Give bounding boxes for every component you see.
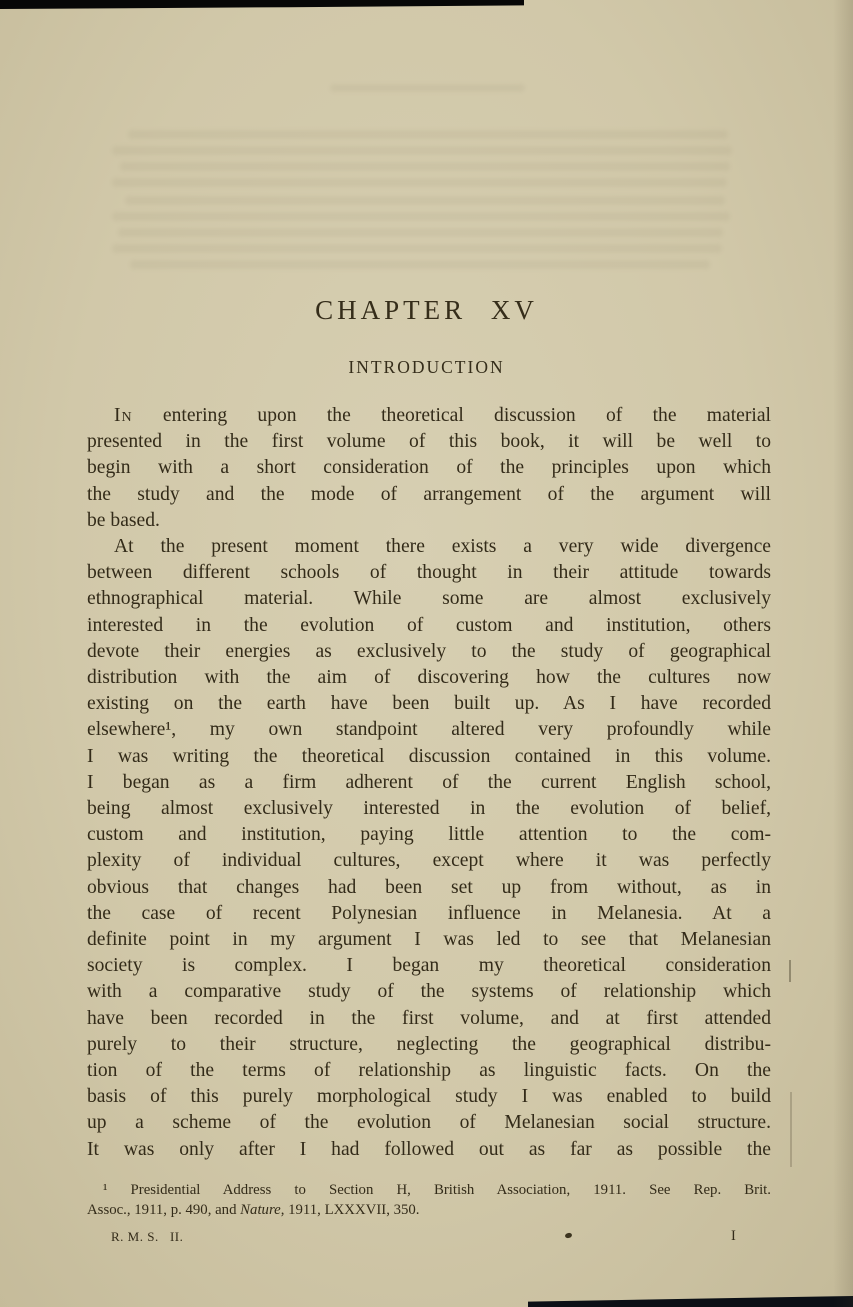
- text-line: At the present moment there exists a very wide divergence: [114, 536, 771, 558]
- text-line: society is complex. I began my theoretical consideration: [87, 955, 771, 977]
- ghost-text-line: [118, 228, 723, 237]
- text-line: distribution with the aim of discovering how the cultures now: [87, 667, 771, 689]
- footnote-text: , 1911, LXXXVII, 350.: [280, 1201, 420, 1218]
- text-line: the study and the mode of arrangement of the argument will: [87, 483, 771, 505]
- text-line: definite point in my argument I was led to see that Melanesian: [87, 929, 771, 951]
- margin-mark: [790, 1092, 792, 1167]
- footnote-italic-title: Nature: [240, 1201, 281, 1218]
- page-curl-shading: [833, 0, 853, 1307]
- body-text: [87, 403, 771, 1163]
- section-heading: INTRODUCTION: [348, 357, 505, 377]
- text-line: the case of recent Polynesian influence in Melanesia. At a: [87, 902, 771, 924]
- paragraph: [87, 403, 771, 534]
- text-line: tion of the terms of relationship as linguistic facts. On the: [87, 1060, 771, 1082]
- ink-mark: [564, 1232, 572, 1239]
- text-line: It was only after I had followed out as far as possible the: [87, 1138, 771, 1160]
- ghost-text-line: [112, 212, 730, 221]
- lead-word: In: [114, 405, 133, 426]
- footnote-text: Assoc., 1911, p. 490, and: [87, 1201, 241, 1218]
- chapter-title: CHAPTER XV: [315, 295, 538, 325]
- ghost-text-line: [330, 84, 525, 92]
- footnote-line: ¹ Presidential Address to Section H, British Association, 1911. See Rep. Brit.: [103, 1182, 771, 1198]
- text-line: between different schools of thought in their attitude towards: [87, 562, 771, 584]
- text-line: basis of this purely morphological study I was enabled to build: [87, 1086, 771, 1108]
- scan-edge-top: [0, 0, 524, 9]
- paragraph: [87, 534, 771, 1163]
- footnote-line: [87, 1201, 771, 1221]
- text-line: custom and institution, paying little attention to the com-: [87, 824, 771, 846]
- text-line: interested in the evolution of custom and institution, others: [87, 614, 771, 636]
- printer-signature: R. M. S. II.: [111, 1229, 184, 1244]
- text-line: devote their energies as exclusively to the study of geographical: [87, 640, 771, 662]
- text-line: begin with a short consideration of the principles upon which: [87, 457, 771, 479]
- ghost-text-line: [130, 260, 710, 269]
- ghost-text-line: [125, 196, 725, 205]
- text-line: up a scheme of the evolution of Melanesian social structure.: [87, 1112, 771, 1134]
- text-line: I began as a firm adherent of the current English school,: [87, 771, 771, 793]
- page-number: I: [731, 1228, 736, 1244]
- text-line: with a comparative study of the systems of relationship which: [87, 981, 771, 1003]
- text-line: plexity of individual cultures, except where it was perfectly: [87, 850, 771, 872]
- text-line: existing on the earth have been built up. As I have recorded: [87, 693, 771, 715]
- text-line: ethnographical material. While some are almost exclusively: [87, 588, 771, 610]
- ghost-text-line: [128, 130, 728, 139]
- ghost-text-line: [112, 244, 722, 253]
- text-line: [87, 403, 771, 429]
- margin-mark: [789, 960, 791, 982]
- text-line: being almost exclusively interested in the evolution of belief,: [87, 798, 771, 820]
- text-line: presented in the first volume of this book, it will be well to: [87, 431, 771, 453]
- ghost-text-line: [120, 162, 730, 171]
- text-line: I was writing the theoretical discussion contained in this volume.: [87, 745, 771, 767]
- text-line: obvious that changes had been set up from without, as in: [87, 876, 771, 898]
- text-line-rest: entering upon the theoretical discussion of the material: [132, 405, 771, 426]
- text-line: purely to their structure, neglecting the geographical distribu-: [87, 1033, 771, 1055]
- text-line: have been recorded in the first volume, and at first attended: [87, 1007, 771, 1029]
- ghost-text-line: [112, 146, 732, 155]
- text-line: elsewhere¹, my own standpoint altered very profoundly while: [87, 719, 771, 741]
- text-line: be based.: [87, 509, 160, 531]
- scan-edge-bottom: [528, 1295, 853, 1307]
- ghost-text-line: [112, 178, 727, 187]
- footnote: [87, 1181, 771, 1220]
